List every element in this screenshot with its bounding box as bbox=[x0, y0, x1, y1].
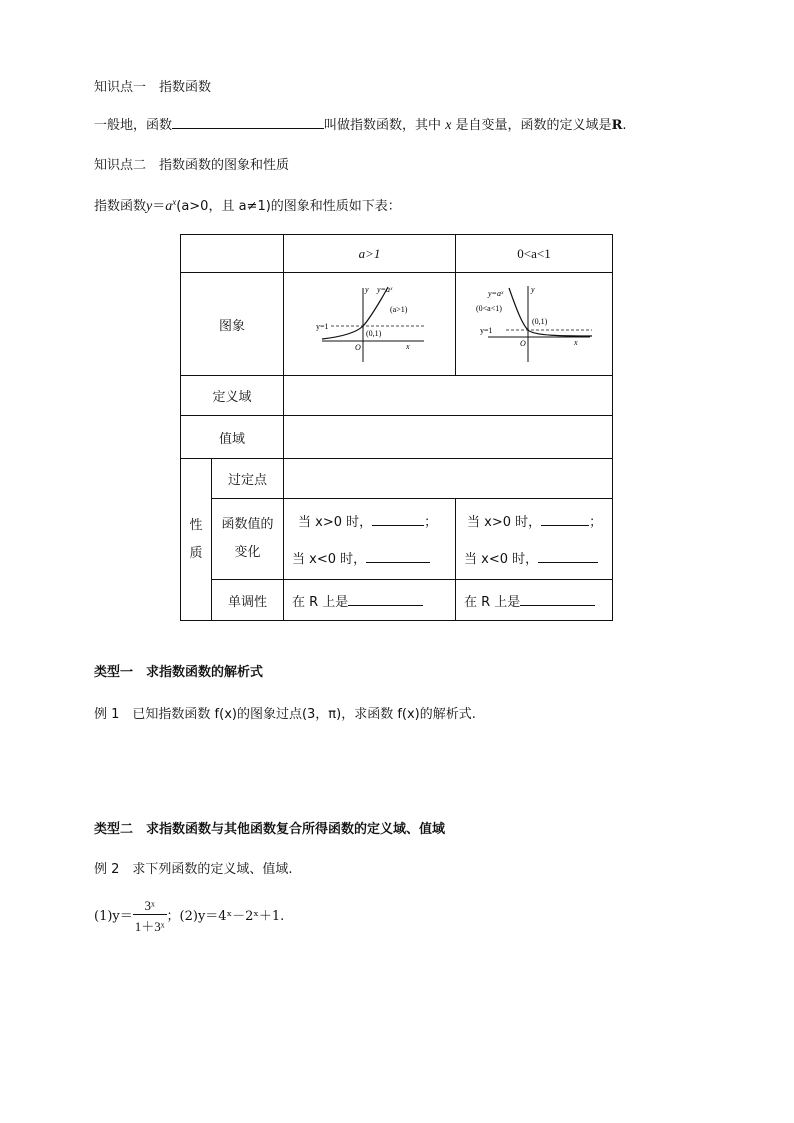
monotonic-a-gt-1: 在 R 上是 bbox=[284, 580, 456, 621]
definition-var: x bbox=[445, 118, 452, 133]
header-empty-cell bbox=[181, 235, 284, 273]
origin-label: O bbox=[520, 339, 526, 348]
intro-y: y bbox=[146, 199, 153, 214]
formula-sep: ； bbox=[166, 909, 180, 924]
hline-label: y=1 bbox=[480, 326, 493, 335]
graph-a-gt-1 bbox=[284, 273, 456, 376]
row-label-property: 性质 bbox=[181, 459, 212, 621]
definition-domain: R bbox=[611, 118, 623, 133]
blank-mono-2[interactable] bbox=[520, 593, 595, 606]
x-label: x bbox=[405, 342, 410, 351]
range-answer-cell[interactable] bbox=[284, 416, 613, 459]
definition-blank[interactable] bbox=[172, 116, 324, 129]
example-2-text: 求下列函数的定义域、值域. bbox=[132, 862, 293, 877]
curve-label: y=aˣ bbox=[376, 285, 392, 294]
graph-a-lt-1 bbox=[456, 273, 613, 376]
formula-1-lhs: (1)y＝ bbox=[94, 909, 133, 924]
intro-exp: x bbox=[172, 196, 177, 207]
monotonic-a-lt-1: 在 R 上是 bbox=[456, 580, 613, 621]
definition-pre: 一般地， bbox=[94, 118, 147, 133]
example-1-text: 已知指数函数 f(x)的图象过点(3，π)，求函数 f(x)的解析式. bbox=[132, 707, 476, 722]
intro-base: a bbox=[165, 199, 173, 214]
value-change-a-lt-1: 当 x>0 时， ； 当 x<0 时， bbox=[456, 499, 613, 580]
row-label-range: 值域 bbox=[181, 416, 284, 459]
example-2-formulas bbox=[94, 898, 284, 935]
definition-fn: 函数 bbox=[146, 118, 173, 133]
blank-neg-2[interactable] bbox=[538, 550, 598, 563]
fixed-point-answer-cell[interactable] bbox=[284, 459, 613, 499]
intro-eq: ＝ bbox=[152, 199, 166, 214]
intro-pre: 指数函数 bbox=[94, 199, 147, 214]
point-label: (0,1) bbox=[365, 329, 381, 338]
blank-pos-2[interactable] bbox=[541, 513, 589, 526]
curve-decreasing bbox=[509, 288, 592, 336]
value-change-a-gt-1: 当 x>0 时， ； 当 x<0 时， bbox=[284, 499, 456, 580]
section-title-kp2: 知识点二 指数函数的图象和性质 bbox=[94, 158, 290, 173]
row-label-value-change: 函数值的变化 bbox=[212, 499, 284, 580]
formula-1-fraction: $\frac{\text{3ˣ}}{\text{1＋3ˣ}}$ bbox=[134, 898, 165, 934]
header-a-gt-1: a>1 bbox=[284, 235, 456, 273]
row-label-fixed-point: 过定点 bbox=[212, 459, 284, 499]
origin-label: O bbox=[354, 343, 361, 352]
curve-label: y=aˣ bbox=[488, 289, 504, 298]
row-label-monotonic: 单调性 bbox=[212, 580, 284, 621]
formula-2: (2)y＝4ˣ－2ˣ＋1. bbox=[179, 909, 285, 924]
blank-mono-1[interactable] bbox=[348, 593, 423, 606]
section-title-type1: 类型一 求指数函数的解析式 bbox=[94, 665, 264, 680]
definition-end: . bbox=[622, 118, 627, 133]
property-table bbox=[180, 234, 613, 621]
row-label-domain: 定义域 bbox=[181, 376, 284, 416]
domain-answer-cell[interactable] bbox=[284, 376, 613, 416]
exp-graph-decreasing bbox=[474, 282, 594, 366]
cond-label: (0<a<1) bbox=[476, 304, 502, 313]
point-label: (0,1) bbox=[532, 317, 548, 326]
intro-post: 的图象和性质如下表： bbox=[270, 199, 401, 214]
section-title-kp1: 知识点一 指数函数 bbox=[94, 80, 212, 95]
example-1-label: 例 1 bbox=[94, 707, 120, 722]
x-label: x bbox=[574, 338, 578, 347]
y-label: y bbox=[364, 285, 369, 294]
exp-graph-increasing bbox=[308, 282, 432, 366]
blank-pos-1[interactable] bbox=[372, 513, 424, 526]
definition-post2: 是自变量，函数的定义域是 bbox=[455, 118, 612, 133]
example-2 bbox=[94, 858, 293, 877]
intro-cond: (a>0，且 a≠1) bbox=[176, 199, 271, 214]
blank-neg-1[interactable] bbox=[366, 550, 430, 563]
example-1 bbox=[94, 703, 476, 722]
definition-line bbox=[94, 114, 627, 134]
section-title-type2: 类型二 求指数函数与其他函数复合所得函数的定义域、值域 bbox=[94, 822, 446, 837]
definition-post: 叫做指数函数，其中 bbox=[324, 118, 442, 133]
hline-label: y=1 bbox=[315, 322, 329, 331]
header-a-lt-1: 0<a<1 bbox=[456, 235, 613, 273]
y-label: y bbox=[531, 285, 535, 294]
row-label-graph: 图象 bbox=[181, 273, 284, 376]
example-2-label: 例 2 bbox=[94, 862, 120, 877]
intro-line bbox=[94, 195, 401, 215]
cond-label: (a>1) bbox=[389, 305, 407, 314]
